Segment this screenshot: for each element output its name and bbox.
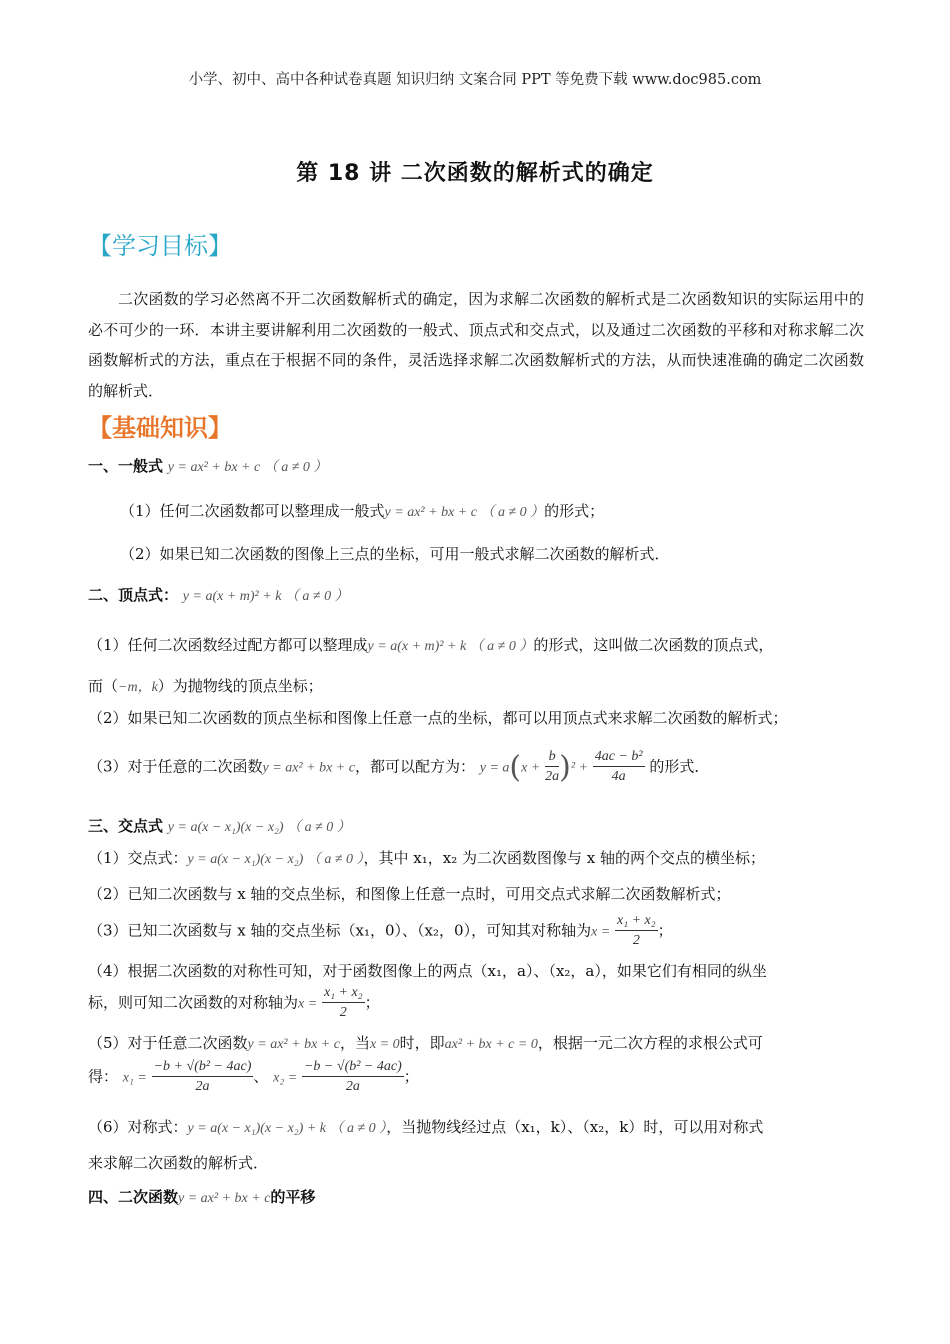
- text: ；: [403, 1067, 419, 1086]
- formula: x = 0: [369, 1037, 400, 1052]
- general-form-item-1: [120, 500, 604, 521]
- general-form-item-2: （2）如果已知二次函数的图像上三点的坐标，可用一般式求解二次函数的解析式．: [120, 545, 670, 563]
- basic-knowledge-heading: 【基础知识】: [88, 414, 232, 442]
- fraction-discriminant-over-4a: [593, 748, 645, 787]
- formula: y = ax² + bx + c （ a ≠ 0 ）: [384, 505, 545, 520]
- section-general-form-heading: 一、一般式: [88, 457, 164, 475]
- denominator: 2a: [345, 1079, 360, 1094]
- vertex-form-formula: y = a(x + m)² + k （ a ≠ 0 ）: [182, 589, 349, 604]
- section-vertex-form-heading: 二、顶点式：: [88, 586, 179, 604]
- text: （1）任何二次函数都可以整理成一般式: [120, 502, 385, 520]
- vertex-form-item-1: [88, 634, 773, 655]
- text: （5）对于任意二次函数: [88, 1034, 248, 1052]
- text: 的形式，这叫做二次函数的顶点式，: [533, 636, 774, 654]
- text: ，根据一元二次方程的求根公式可: [537, 1034, 763, 1052]
- text: （3）已知二次函数与 x 轴的交点坐标（x₁，0）、（x₂，0），可知其对称轴为: [88, 921, 592, 940]
- section-translation-heading-end: 的平移: [270, 1188, 316, 1206]
- denominator: 2a: [195, 1079, 210, 1094]
- formula: x =: [591, 924, 611, 940]
- section-intercept-form: [88, 815, 351, 836]
- text: 而（: [88, 677, 119, 695]
- section-intercept-form-heading: 三、交点式: [88, 817, 164, 835]
- text: ；: [364, 993, 380, 1012]
- text: 时，即: [399, 1034, 445, 1052]
- fraction-axis-of-symmetry: [615, 912, 658, 951]
- formula: x =: [298, 996, 318, 1012]
- intercept-form-item-3: [88, 912, 673, 951]
- vertex-form-item-2: （2）如果已知二次函数的顶点坐标和图像上任意一点的坐标，都可以用顶点式来求解二次函数的解析式；: [88, 709, 788, 727]
- left-paren: (: [509, 750, 522, 785]
- intercept-form-item-2: （2）已知二次函数与 x 轴的交点坐标，和图像上任意一点时，可用交点式求解二次函数解析式；: [88, 885, 731, 903]
- text: ，当: [339, 1034, 370, 1052]
- learning-goals-paragraph: 二次函数的学习必然离不开二次函数解析式的确定，因为求解二次函数的解析式是二次函数知识的实际运用中的必不可少的一环．本讲主要讲解利用二次函数的一般式、顶点式和交点式，以及通过二次函数的平移和对称求解二次函数解析式的方法，重点在于根据不同的条件，灵活选择求解二次函数解析式的方法，从而快速准确的确定二次函数的解析式．: [88, 290, 864, 400]
- text: ，当抛物线经过点（x₁，k）、（x₂，k）时，可以用对称式: [386, 1118, 764, 1136]
- fraction-b-over-2a: [545, 748, 559, 787]
- right-paren: ): [559, 750, 571, 785]
- intercept-form-item-6-cont: 来求解二次函数的解析式．: [88, 1154, 269, 1172]
- denominator: 2: [632, 933, 640, 948]
- numerator: x₁ + x₂: [322, 984, 365, 1003]
- formula: x₂ =: [273, 1070, 298, 1086]
- text: ，都可以配方为：: [354, 757, 475, 776]
- text: 的形式．: [649, 757, 710, 776]
- numerator: −b − √(b² − 4ac): [302, 1058, 404, 1077]
- intercept-form-item-5-cont: [88, 1058, 419, 1097]
- vertex-form-item-3: [88, 748, 709, 787]
- vertex-form-item-1-cont: [88, 675, 323, 696]
- intercept-form-item-5: [88, 1032, 763, 1053]
- denominator: 4a: [611, 769, 626, 784]
- formula: ² +: [570, 760, 588, 776]
- section-vertex-form: [88, 584, 349, 605]
- denominator: 2a: [545, 769, 560, 784]
- numerator: 4ac − b²: [593, 748, 645, 767]
- text: （1）交点式：: [88, 849, 188, 867]
- text: 标，则可知二次函数的对称轴为: [88, 993, 299, 1012]
- intercept-form-item-1: [88, 847, 765, 868]
- numerator: −b + √(b² − 4ac): [152, 1058, 254, 1077]
- formula: y = ax² + bx + c: [247, 1037, 340, 1052]
- text: ）为抛物线的顶点坐标；: [157, 677, 323, 695]
- text: ，其中 x₁，x₂ 为二次函数图像与 x 轴的两个交点的横坐标；: [363, 849, 766, 867]
- general-form-formula: y = ax² + bx + c （ a ≠ 0 ）: [167, 460, 328, 475]
- translation-formula: y = ax² + bx + c: [178, 1191, 271, 1206]
- vertex-coordinates: −m，k: [118, 680, 158, 695]
- fraction-root-1: [152, 1058, 254, 1097]
- fraction-root-2: [302, 1058, 404, 1097]
- text: 的形式；: [544, 502, 605, 520]
- text: 得：: [88, 1067, 119, 1086]
- learning-goals-heading: 【学习目标】: [88, 232, 232, 260]
- intercept-form-formula: y = a(x − x₁)(x − x₂) （ a ≠ 0 ）: [167, 820, 351, 835]
- formula: x₁ =: [122, 1070, 147, 1086]
- intercept-form-item-4: （4）根据二次函数的对称性可知，对于函数图像上的两点（x₁，a）、（x₂，a），如果它们有相同的纵坐: [88, 962, 767, 980]
- numerator: x₁ + x₂: [615, 912, 658, 931]
- text: ；: [657, 921, 673, 940]
- formula: y = ax² + bx + c: [262, 760, 355, 776]
- denominator: 2: [339, 1005, 347, 1020]
- formula: y = a(x − x₁)(x − x₂) + k （ a ≠ 0 ）: [187, 1121, 387, 1136]
- page-header: 小学、初中、高中各种试卷真题 知识归纳 文案合同 PPT 等免费下载 www.doc985.com: [188, 72, 762, 88]
- formula: y = a(x + m)² + k （ a ≠ 0 ）: [367, 639, 534, 654]
- fraction-axis-of-symmetry-2: [322, 984, 365, 1023]
- section-general-form: [88, 455, 327, 476]
- formula: y = a: [479, 760, 510, 776]
- formula: y = a(x − x₁)(x − x₂) （ a ≠ 0 ）: [187, 852, 364, 867]
- text: （1）任何二次函数经过配方都可以整理成: [88, 636, 368, 654]
- text: （6）对称式：: [88, 1118, 188, 1136]
- text: 、: [253, 1067, 269, 1086]
- text: （3）对于任意的二次函数: [88, 757, 263, 776]
- formula: ax² + bx + c = 0: [444, 1037, 538, 1052]
- page-title: 第 18 讲 二次函数的解析式的确定: [296, 161, 654, 186]
- numerator: b: [545, 748, 559, 767]
- formula: x +: [521, 760, 541, 776]
- intercept-form-item-4-cont: [88, 984, 380, 1023]
- intercept-form-item-6: [88, 1116, 763, 1137]
- section-translation: [88, 1186, 315, 1207]
- section-translation-heading: 四、二次函数: [88, 1188, 179, 1206]
